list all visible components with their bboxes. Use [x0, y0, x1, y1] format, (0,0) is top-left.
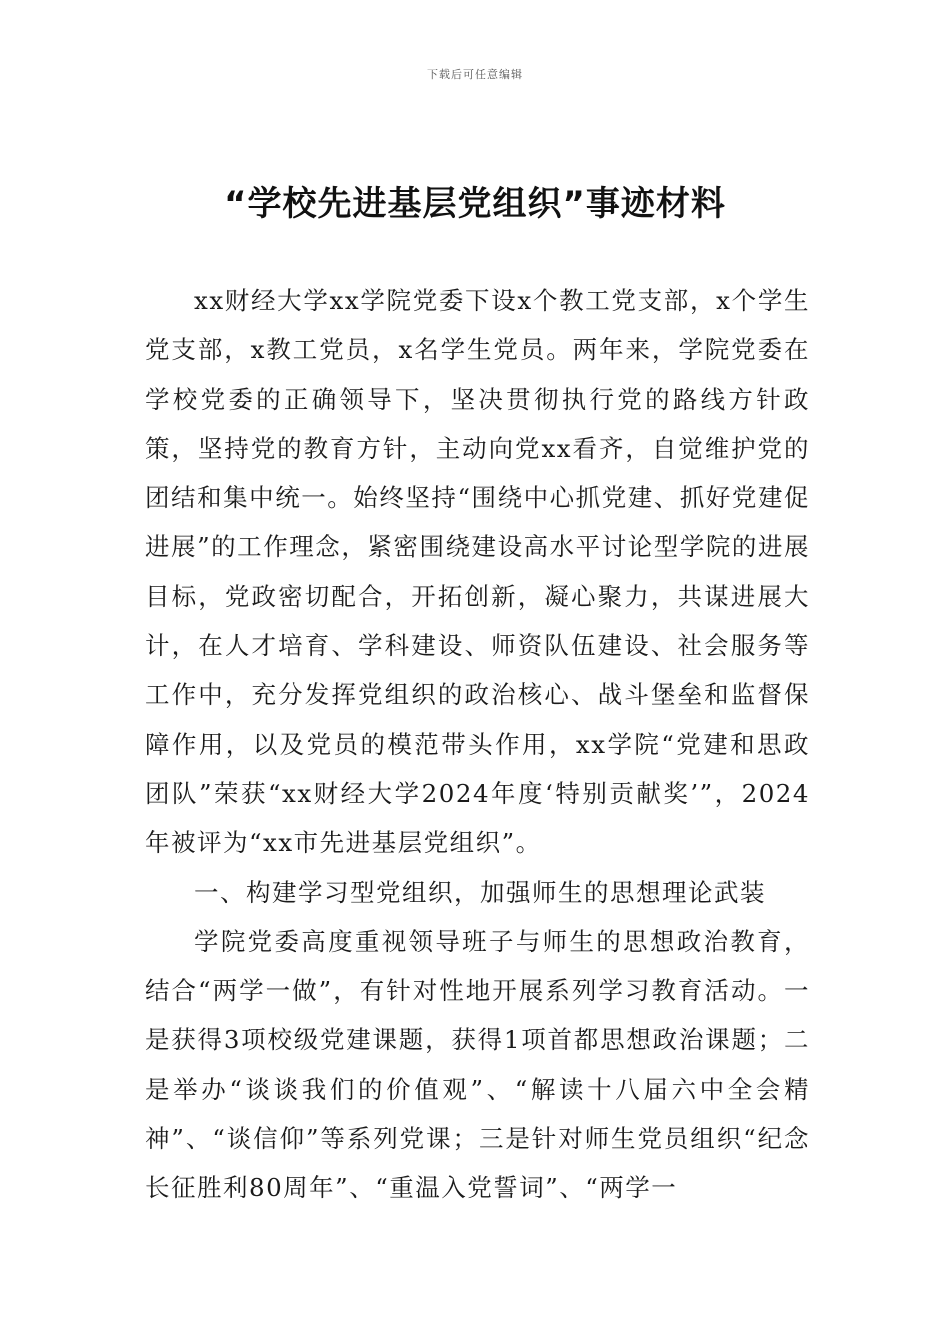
paragraph-intro: xx财经大学xx学院党委下设x个教工党支部，x个学生党支部，x教工党员，x名学生党员。两年来，学院党委在学校党委的正确领导下，坚决贯彻执行党的路线方针政策，坚持党的教育方针，主动向党xx看齐，自觉维护党的团结和集中统一。始终坚持“围绕中心抓党建、抓好党建促进展”的工作理念，紧密围绕建设高水平讨论型学院的进展目标，党政密切配合，开拓创新，凝心聚力，共谋进展大计，在人才培育、学科建设、师资队伍建设、社会服务等工作中，充分发挥党组织的政治核心、战斗堡垒和监督保障作用，以及党员的模范带头作用，xx学院“党建和思政团队”荣获“xx财经大学2024年度‘特别贡献奖’”，2024年被评为“xx市先进基层党组织”。 — [145, 286, 810, 858]
section-heading-1: 一、构建学习型党组织，加强师生的思想理论武装 — [194, 877, 766, 907]
document-body — [145, 276, 810, 1213]
paragraph-section-1: 学院党委高度重视领导班子与师生的思想政治教育，结合“两学一做”，有针对性地开展系列学习教育活动。一是获得3项校级党建课题，获得1项首都思想政治课题；二是举办“谈谈我们的价值观”、“解读十八届六中全会精神”、“谈信仰”等系列党课；三是针对师生党员组织“纪念长征胜利80周年”、“重温入党誓词”、“两学一 — [145, 926, 810, 1203]
document-title: “学校先进基层党组织”事迹材料 — [224, 184, 726, 224]
header-note: 下载后可任意编辑 — [427, 68, 523, 81]
